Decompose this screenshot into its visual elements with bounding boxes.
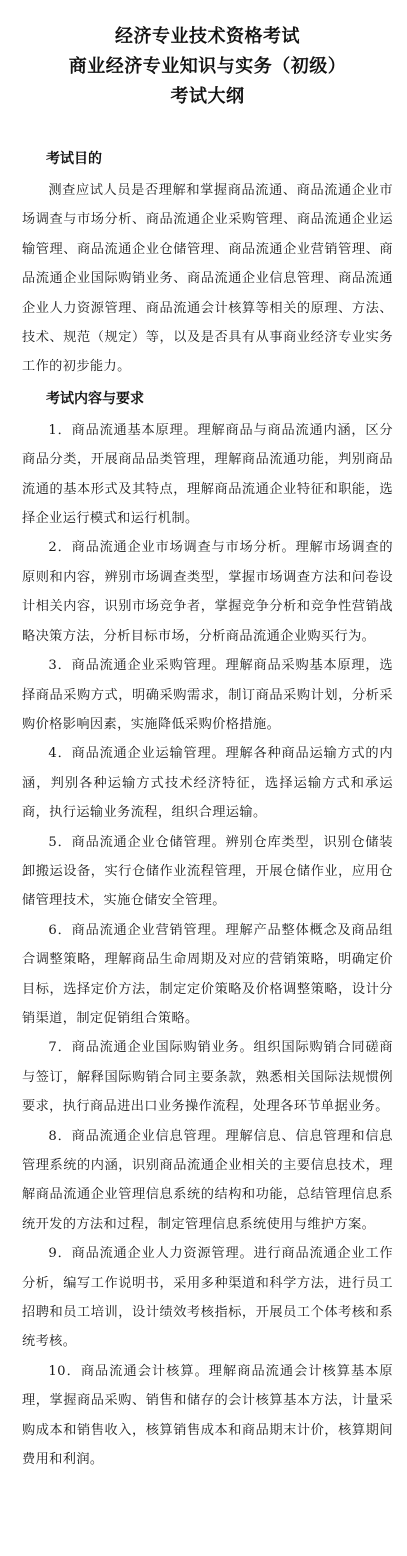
content-item: 4．商品流通企业运输管理。理解各种商品运输方式的内涵，判别各种运输方式技术经济特征，选择运输方式和承运商，执行运输业务流程，组织合理运输。 [22, 746, 393, 821]
content-heading: 考试内容与要求 [46, 390, 144, 407]
purpose-heading: 考试目的 [46, 151, 102, 167]
content-item: 7．商品流通企业国际购销业务。组织国际购销合同磋商与签订，解释国际购销合同主要条款，熟悉相关国际法规惯例要求，执行商品进出口业务操作流程，处理各环节单据业务。 [22, 1040, 393, 1115]
content-item: 1．商品流通基本原理。理解商品与商品流通内涵，区分商品分类，开展商品品类管理，理解商品流通功能，判别商品流通的基本形式及其特点，理解商品流通企业特征和职能，选择企业运行模式和运行机制。 [22, 422, 393, 527]
title-line-1: 经济专业技术资格考试 [115, 26, 300, 47]
title-line-3: 考试大纲 [170, 86, 245, 107]
purpose-paragraph: 测查应试人员是否理解和掌握商品流通、商品流通企业市场调查与市场分析、商品流通企业采购管理、商品流通企业运输管理、商品流通企业仓储管理、商品流通企业营销管理、商品流通企业国际购销业务、商品流通企业信息管理、商品流通企业人力资源管理、商品流通会计核算等相关的原理、方法、技术、规范（规定）等，以及是否具有从事商业经济专业实务工作的初步能力。 [22, 183, 393, 375]
content-item: 8．商品流通企业信息管理。理解信息、信息管理和信息管理系统的内涵，识别商品流通企业相关的主要信息技术，理解商品流通企业管理信息系统的结构和功能，总结管理信息系统开发的方法和过程，制定管理信息系统使用与维护方案。 [22, 1128, 393, 1232]
title-line-2: 商业经济专业知识与实务（初级） [68, 56, 347, 77]
content-item: 9．商品流通企业人力资源管理。进行商品流通企业工作分析，编写工作说明书，采用多种渠道和科学方法，进行员工招聘和员工培训，设计绩效考核指标，开展员工个体考核和系统考核。 [22, 1246, 393, 1350]
content-item: 6．商品流通企业营销管理。理解产品整体概念及商品组合调整策略，理解商品生命周期及对应的营销策略，明确定价目标，选择定价方法，制定定价策略及价格调整策略，设计分销渠道，制定促销组合策略。 [22, 922, 393, 1026]
content-item: 2．商品流通企业市场调查与市场分析。理解市场调查的原则和内容，辨别市场调查类型，掌握市场调查方法和问卷设计相关内容，识别市场竞争者，掌握竞争分析和竞争性营销战略决策方法，分析目标市场，分析商品流通企业购买行为。 [22, 540, 393, 644]
content-list [22, 416, 393, 1475]
content-item: 3．商品流通企业采购管理。理解商品采购基本原理，选择商品采购方式，明确采购需求，制订商品采购计划，分析采购价格影响因素，实施降低采购价格措施。 [22, 658, 393, 732]
document-title [22, 22, 393, 112]
content-item: 5．商品流通企业仓储管理。辨别仓库类型，识别仓储装卸搬运设备，实行仓储作业流程管理，开展仓储作业，应用仓储管理技术，实施仓储安全管理。 [22, 834, 393, 909]
content-item: 10．商品流通会计核算。理解商品流通会计核算基本原理，掌握商品采购、销售和储存的会计核算基本方法，计量采购成本和销售收入，核算销售成本和商品期末计价，核算期间费用和利润。 [22, 1363, 393, 1468]
